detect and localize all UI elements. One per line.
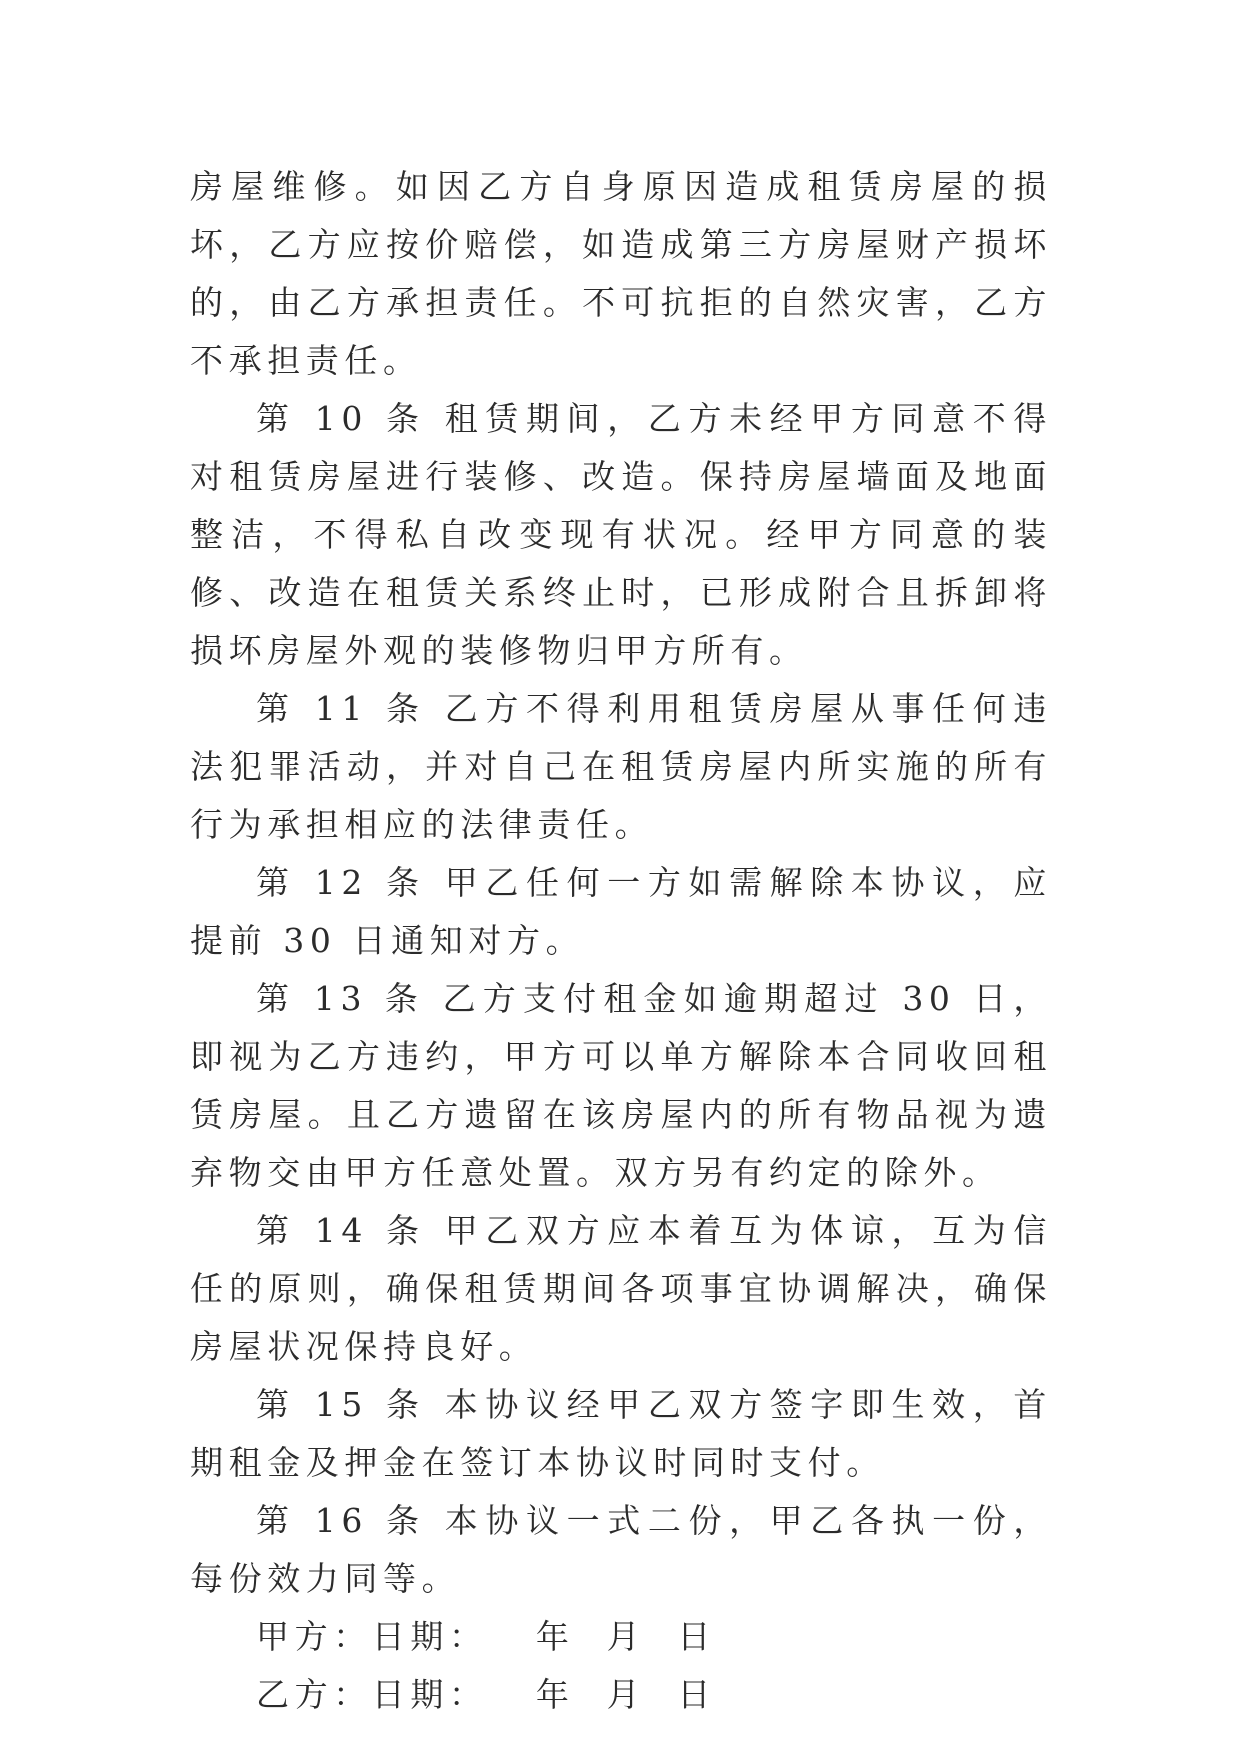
paragraph-article-11: 第 11 条 乙方不得利用租赁房屋从事任何违法犯罪活动，并对自己在租赁房屋内所实施的所有行为承担相应的法律责任。 [190, 689, 1052, 844]
document-body [190, 158, 1052, 1724]
paragraph-article-15: 第 15 条 本协议经甲乙双方签字即生效，首期租金及押金在签订本协议时同时支付。 [190, 1385, 1052, 1482]
signature-party-b: 乙方：日期： 年 月 日 [256, 1675, 717, 1714]
paragraph-article-14: 第 14 条 甲乙双方应本着互为体谅，互为信任的原则，确保租赁期间各项事宜协调解决，确保房屋状况保持良好。 [190, 1211, 1052, 1366]
paragraph-article-12: 第 12 条 甲乙任何一方如需解除本协议，应提前 30 日通知对方。 [190, 863, 1052, 960]
paragraph-article-16: 第 16 条 本协议一式二份，甲乙各执一份，每份效力同等。 [190, 1501, 1052, 1598]
signature-party-a: 甲方：日期： 年 月 日 [256, 1617, 717, 1656]
paragraph-article-10: 第 10 条 租赁期间，乙方未经甲方同意不得对租赁房屋进行装修、改造。保持房屋墙面及地面整洁，不得私自改变现有状况。经甲方同意的装修、改造在租赁关系终止时，已形成附合且拆卸将损坏房屋外观的装修物归甲方所有。 [190, 399, 1052, 670]
paragraph-article-13: 第 13 条 乙方支付租金如逾期超过 30 日，即视为乙方违约，甲方可以单方解除本合同收回租赁房屋。且乙方遗留在该房屋内的所有物品视为遗弃物交由甲方任意处置。双方另有约定的除外。 [190, 979, 1052, 1192]
paragraph-continuation: 房屋维修。如因乙方自身原因造成租赁房屋的损坏，乙方应按价赔偿，如造成第三方房屋财产损坏的，由乙方承担责任。不可抗拒的自然灾害，乙方不承担责任。 [190, 167, 1052, 380]
